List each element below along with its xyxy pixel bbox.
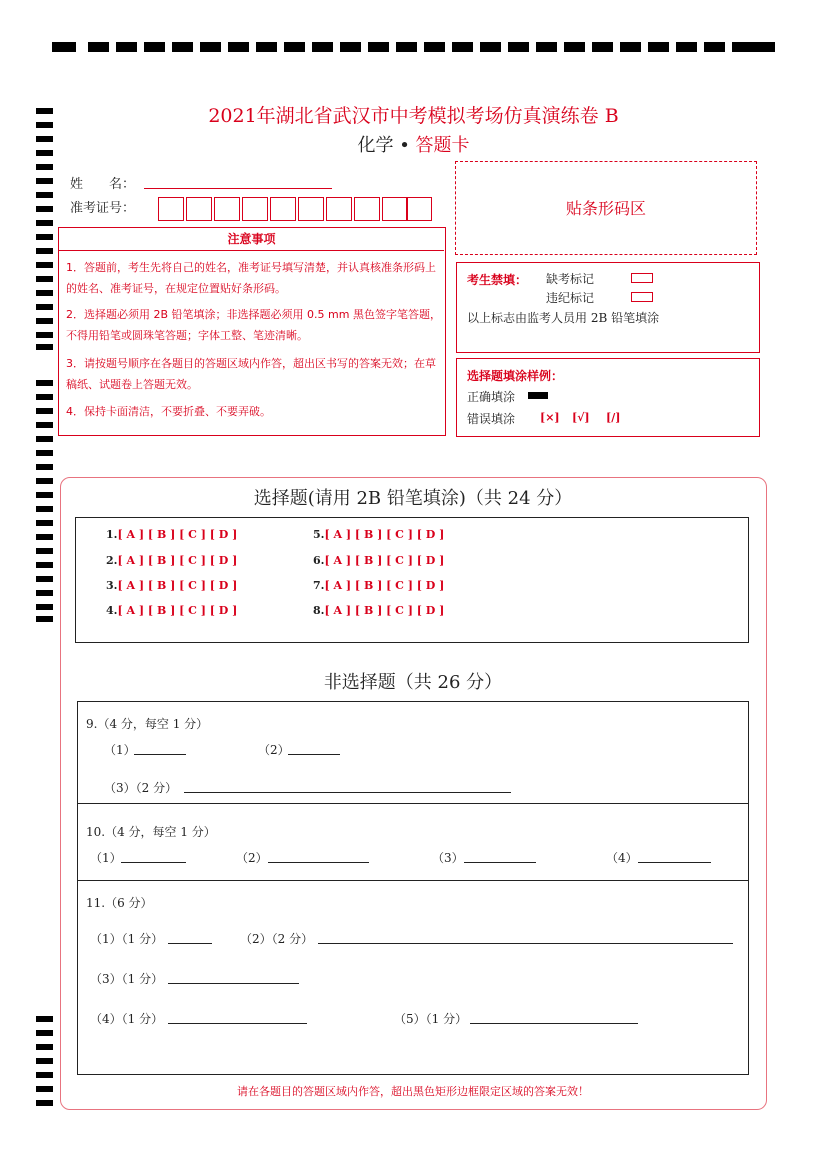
timing-mark (228, 42, 249, 52)
timing-mark (36, 492, 53, 498)
timing-mark (508, 42, 529, 52)
timing-mark (36, 1058, 53, 1064)
mc-options[interactable]: [ A ] [ B ] [ C ] [ D ] (117, 579, 238, 592)
timing-mark (284, 42, 305, 52)
q9-title: 9.（4 分，每空 1 分） (86, 717, 209, 731)
timing-mark (36, 534, 53, 540)
timing-mark (750, 42, 775, 52)
timing-mark (200, 42, 221, 52)
q10-part3-answer[interactable] (464, 862, 536, 863)
timing-mark (676, 42, 697, 52)
wrong-mark-slash: [/] (606, 411, 621, 424)
q10-part1-label: （1） (90, 851, 122, 865)
q10-part2-label: （2） (236, 851, 268, 865)
q11-part3-label: （3）（1 分） (90, 972, 164, 986)
mc-number: 3. (106, 579, 118, 592)
exam-id-digit-box[interactable] (326, 197, 352, 221)
timing-mark (536, 42, 557, 52)
q11-part4-label: （4）（1 分） (90, 1012, 164, 1026)
timing-mark (172, 42, 193, 52)
timing-mark (36, 1016, 53, 1022)
exam-id-digit-box[interactable] (354, 197, 380, 221)
q11-part2-answer[interactable] (318, 943, 733, 944)
exam-subtitle (0, 131, 827, 157)
card-label: 答题卡 (415, 135, 470, 156)
mc-options[interactable]: [ A ] [ B ] [ C ] [ D ] (324, 579, 445, 592)
mc-number: 5. (313, 528, 325, 541)
mc-question-6[interactable] (313, 554, 444, 567)
subject-label: 化学 (357, 135, 394, 156)
timing-mark (36, 450, 53, 456)
q10-title: 10.（4 分，每空 1 分） (86, 825, 216, 839)
q11-part2-label: （2）（2 分） (240, 932, 314, 946)
timing-mark (36, 164, 53, 170)
q11-part1-answer[interactable] (168, 943, 212, 944)
q11-part1-label: （1）（1 分） (90, 932, 164, 946)
timing-mark (36, 1072, 53, 1078)
timing-mark (36, 344, 53, 350)
q10-part4-label: （4） (606, 851, 638, 865)
timing-mark (36, 436, 53, 442)
mc-number: 6. (313, 554, 325, 567)
exam-id-digit-box[interactable] (298, 197, 324, 221)
top-timing-marks (50, 40, 776, 54)
timing-mark (452, 42, 473, 52)
exam-id-digit-box[interactable] (270, 197, 296, 221)
mc-question-2[interactable] (106, 554, 237, 567)
absent-label: 缺考标记 (546, 272, 595, 286)
timing-mark (36, 1086, 53, 1092)
absent-mark-box[interactable] (631, 273, 653, 283)
q10-part1-answer[interactable] (121, 862, 186, 863)
mc-options[interactable]: [ A ] [ B ] [ C ] [ D ] (324, 554, 445, 567)
q11-title: 11.（6 分） (86, 896, 153, 910)
mc-options[interactable]: [ A ] [ B ] [ C ] [ D ] (117, 554, 238, 567)
timing-mark (592, 42, 613, 52)
timing-mark (36, 464, 53, 470)
mc-question-5[interactable] (313, 528, 444, 541)
timing-mark (36, 380, 53, 386)
mc-number: 2. (106, 554, 118, 567)
mc-question-8[interactable] (313, 604, 444, 617)
timing-mark (36, 318, 53, 324)
wrong-label: 错误填涂 (467, 412, 516, 426)
sample-title: 选择题填涂样例： (467, 369, 564, 383)
q10-part3-label: （3） (432, 851, 464, 865)
q11-part4-answer[interactable] (168, 1023, 307, 1024)
timing-mark (36, 262, 53, 268)
q9-part1-label: （1） (104, 743, 136, 757)
exam-id-label: 准考证号： (70, 201, 136, 216)
timing-mark (36, 206, 53, 212)
timing-mark (36, 248, 53, 254)
timing-mark (36, 178, 53, 184)
mc-options[interactable]: [ A ] [ B ] [ C ] [ D ] (324, 528, 445, 541)
timing-mark (116, 42, 137, 52)
exam-id-digit-box[interactable] (214, 197, 240, 221)
timing-mark (36, 276, 53, 282)
violation-mark-box[interactable] (631, 292, 653, 302)
forbidden-title: 考生禁填： (467, 273, 528, 287)
subtitle-dot: • (399, 135, 410, 156)
barcode-area (455, 161, 757, 255)
timing-mark (36, 506, 53, 512)
mc-question-1[interactable] (106, 528, 237, 541)
timing-mark (36, 576, 53, 582)
notice-item: 2．选择题必须用 2B 铅笔填涂；非选择题必须用 0.5 mm 黑色签字笔答题，不得用铅笔或圆珠笔答题；字体工整、笔迹清晰。 (66, 308, 441, 342)
q10-part4-answer[interactable] (638, 862, 711, 863)
mc-section-title: 选择题(请用 2B 铅笔填涂)（共 24 分） (253, 488, 573, 509)
q9-part3-label: （3）（2 分） (104, 781, 178, 795)
timing-mark (36, 192, 53, 198)
q10-part2-answer[interactable] (268, 862, 369, 863)
timing-mark (396, 42, 417, 52)
timing-mark (36, 234, 53, 240)
footer-warning: 请在各题目的答题区域内作答，超出黑色矩形边框限定区域的答案无效！ (237, 1085, 589, 1098)
timing-mark (564, 42, 585, 52)
question-divider (77, 880, 748, 881)
timing-mark (36, 304, 53, 310)
forbidden-note: 以上标志由监考人员用 2B 铅笔填涂 (467, 311, 660, 325)
timing-mark (424, 42, 445, 52)
timing-mark (88, 42, 109, 52)
timing-mark (36, 616, 53, 622)
q11-part3-answer[interactable] (168, 983, 299, 984)
q11-part5-answer[interactable] (470, 1023, 638, 1024)
timing-mark (368, 42, 389, 52)
mc-options[interactable]: [ A ] [ B ] [ C ] [ D ] (117, 604, 238, 617)
q11-part5-label: （5）（1 分） (394, 1012, 468, 1026)
open-section-title: 非选择题（共 26 分） (323, 672, 503, 693)
timing-mark (620, 42, 641, 52)
timing-mark (704, 42, 725, 52)
timing-mark (648, 42, 669, 52)
mc-number: 4. (106, 604, 118, 617)
timing-mark (340, 42, 361, 52)
timing-mark (36, 220, 53, 226)
timing-mark (36, 408, 53, 414)
timing-mark (36, 604, 53, 610)
mc-number: 1. (106, 528, 118, 541)
notice-item: 1．答题前，考生先将自己的姓名，准考证号填写清楚，并认真核准条形码上的姓名、准考证号，在规定位置贴好条形码。 (66, 261, 436, 295)
q9-part1-answer[interactable] (134, 754, 186, 755)
timing-mark (312, 42, 333, 52)
timing-mark (256, 42, 277, 52)
exam-id-digit-box[interactable] (242, 197, 268, 221)
violation-label: 违纪标记 (546, 291, 595, 305)
exam-id-digit-box[interactable] (158, 197, 184, 221)
timing-mark (36, 1044, 53, 1050)
timing-mark (52, 42, 76, 52)
timing-mark (36, 478, 53, 484)
mc-options[interactable]: [ A ] [ B ] [ C ] [ D ] (117, 528, 238, 541)
barcode-label: 贴条形码区 (565, 199, 646, 218)
mc-options[interactable]: [ A ] [ B ] [ C ] [ D ] (324, 604, 445, 617)
timing-mark (36, 1100, 53, 1106)
name-label: 姓 名： (70, 177, 136, 192)
timing-mark (36, 520, 53, 526)
timing-mark (36, 548, 53, 554)
q9-part2-label: （2） (258, 743, 290, 757)
timing-mark (36, 422, 53, 428)
filled-sample-mark (528, 392, 548, 399)
q9-part2-answer[interactable] (288, 754, 340, 755)
exam-title: 2021年湖北省武汉市中考模拟考场仿真演练卷 B (208, 105, 619, 127)
timing-mark (480, 42, 501, 52)
timing-mark (144, 42, 165, 52)
question-divider (77, 803, 748, 804)
mc-number: 8. (313, 604, 325, 617)
wrong-mark-x: [×] (540, 411, 560, 424)
mc-question-4[interactable] (106, 604, 237, 617)
notice-item: 4．保持卡面清洁，不要折叠、不要弄破。 (66, 405, 271, 418)
mc-question-7[interactable] (313, 579, 444, 592)
notice-item: 3．请按题号顺序在各题目的答题区域内作答，超出区书写的答案无效；在草稿纸、试题卷上答题无效。 (66, 357, 436, 391)
q9-part3-answer[interactable] (184, 792, 511, 793)
name-field[interactable] (144, 188, 332, 189)
timing-mark (36, 1030, 53, 1036)
timing-mark (36, 562, 53, 568)
notice-title: 注意事项 (59, 228, 444, 251)
exam-id-digit-box[interactable] (382, 197, 408, 221)
exam-id-digit-box[interactable] (186, 197, 212, 221)
timing-mark (36, 332, 53, 338)
mc-number: 7. (313, 579, 325, 592)
timing-mark (36, 290, 53, 296)
timing-mark (36, 590, 53, 596)
wrong-mark-check: [√] (572, 411, 590, 424)
timing-mark (36, 394, 53, 400)
correct-label: 正确填涂 (467, 390, 516, 404)
exam-id-digit-box[interactable] (406, 197, 432, 221)
mc-question-3[interactable] (106, 579, 237, 592)
